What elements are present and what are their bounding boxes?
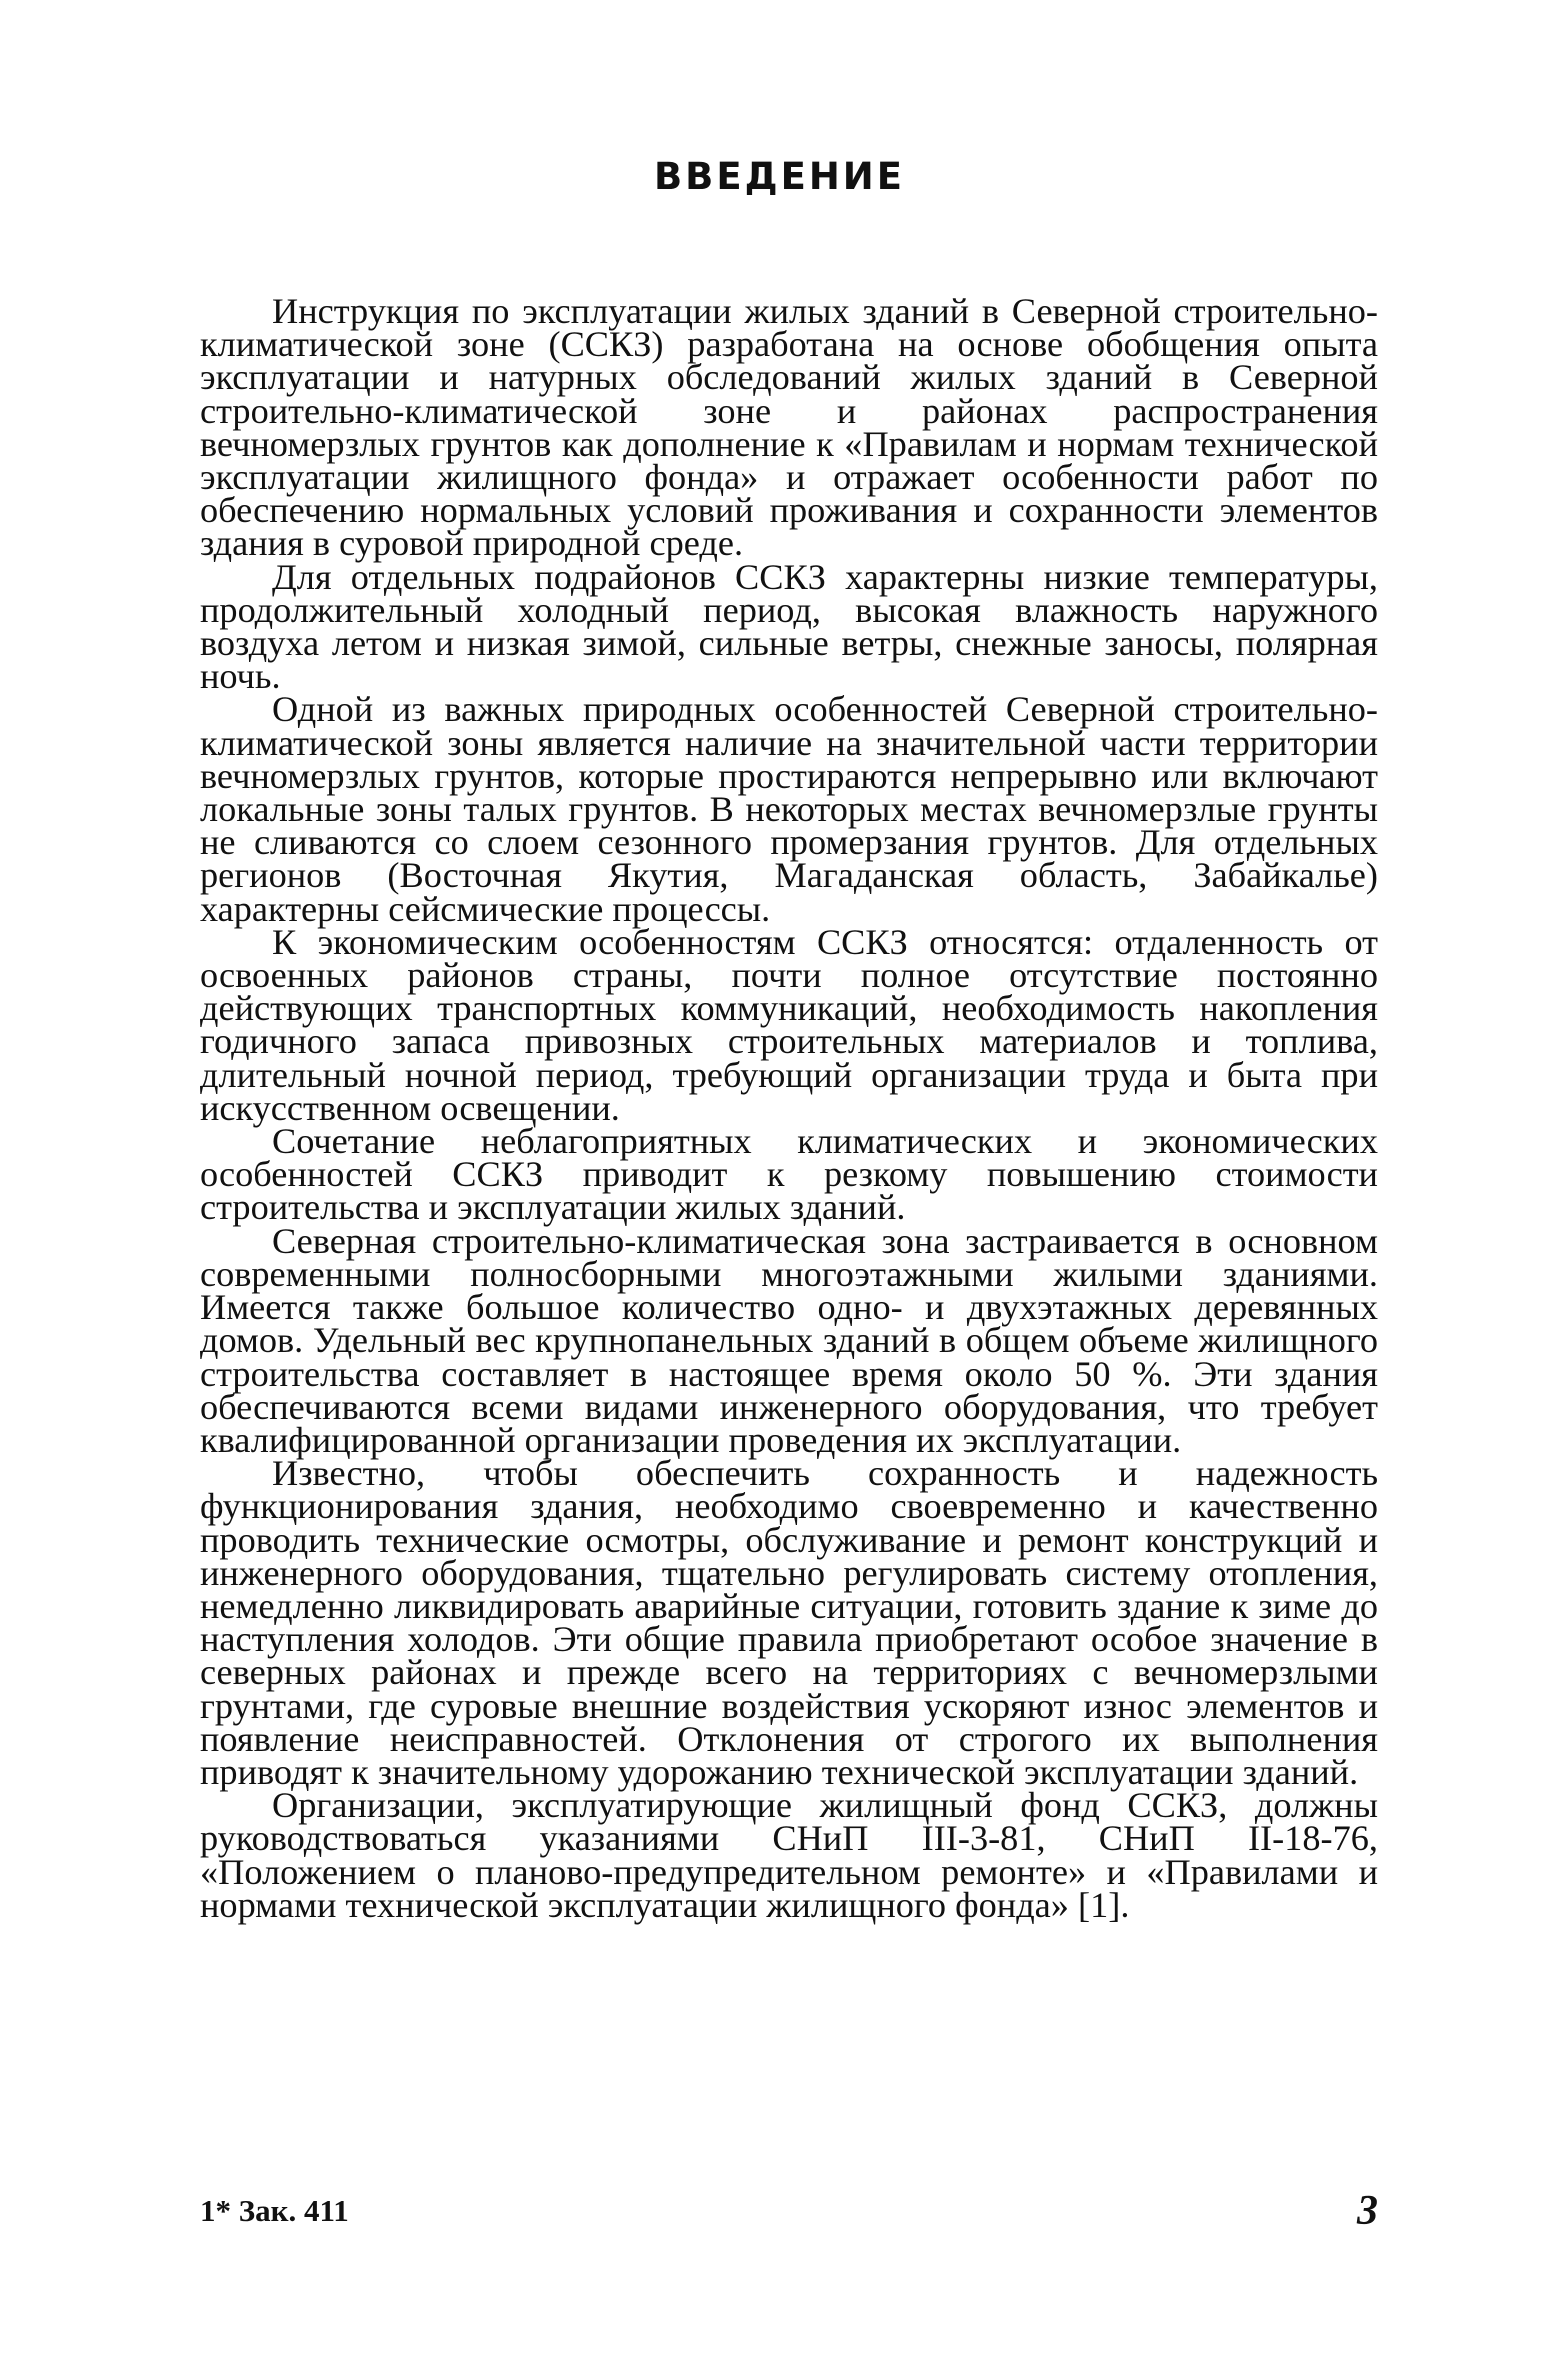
page-footer [200,2188,1378,2237]
paragraph-6: Северная строительно-климатическая зона застраивается в основном современными полносборными многоэтажными жилыми зданиями. Имеется также большое количество одно- и двухэтажных деревянных домов. Удельный вес крупнопанельных зданий в общем объеме жилищного строительства составляет в настоящее время около 50 %. Эти здания обеспечиваются всеми видами инженерного оборудования, что требует квалифицированной организации проведения их эксплуатации. [200,1220,1378,1460]
paragraph-1: Инструкция по эксплуатации жилых зданий в Северной строительно-климатической зоне (ССКЗ) разработана на основе обобщения опыта эксплуатации и натурных обследований жилых зданий в Северной строительно-климатической зоне и районах распространения вечномерзлых грунтов как дополнение к «Правилам и нормам технической эксплуатации жилищного фонда» и отражает особенности работ по обеспечению нормальных условий проживания и сохранности элементов здания в суровой природной среде. [200,291,1378,564]
paragraph-4: К экономическим особенностям ССКЗ относятся: отдаленность от освоенных районов страны, почти полное отсутствие постоянно действующих транспортных коммуникаций, необходимость накопления годичного запаса привозных строительных материалов и топлива, длительный ночной период, требующий организации труда и быта при искусственном освещении. [200,921,1378,1128]
paragraph-2: Для отдельных подрайонов ССКЗ характерны низкие температуры, продолжительный холодный период, высокая влажность наружного воздуха летом и низкая зимой, сильные ветры, снежные заносы, полярная ночь. [200,556,1378,697]
paragraph-5: Сочетание неблагоприятных климатических и экономических особенностей ССКЗ приводит к резкому повышению стоимости строительства и эксплуатации жилых зданий. [200,1121,1378,1228]
paragraph-8: Организации, эксплуатирующие жилищный фонд ССКЗ, должны руководствоваться указаниями СНиП III-3-81, СНиП II-18-76, «Положением о планово-предупредительном ремонте» и «Правилами и нормами технической эксплуатации жилищного фонда» [1]. [200,1785,1378,1925]
page-number: 3 [1357,2188,1378,2234]
body-text [200,291,1378,1925]
paragraph-3: Одной из важных природных особенностей Северной строительно-климатической зоны является наличие на значительной части территории вечномерзлых грунтов, которые простираются непрерывно или включают локальные зоны талых грунтов. В некоторых местах вечномерзлые грунты не сливаются со слоем сезонного промерзания грунтов. Для отдельных регионов (Восточная Якутия, Магаданская область, Забайкалье) характерны сейсмические процессы. [200,689,1378,929]
chapter-title: ВВЕДЕНИЕ [653,155,906,198]
printing-order-mark: 1* Зак. 411 [200,2193,349,2228]
paragraph-7: Известно, чтобы обеспечить сохранность и надежность функционирования здания, необходимо своевременно и качественно проводить технические осмотры, обслуживание и ремонт конструкций и инженерного оборудования, тщательно регулировать систему отопления, немедленно ликвидировать аварийные ситуации, готовить здание к зиме до наступления холодов. Эти общие правила приобретают особое значение в северных районах и прежде всего на территориях с вечномерзлыми грунтами, где суровые внешние воздействия ускоряют износ элементов и появление неисправностей. Отклонения от строгого их выполнения приводят к значительному удорожанию технической эксплуатации зданий. [200,1453,1378,1792]
